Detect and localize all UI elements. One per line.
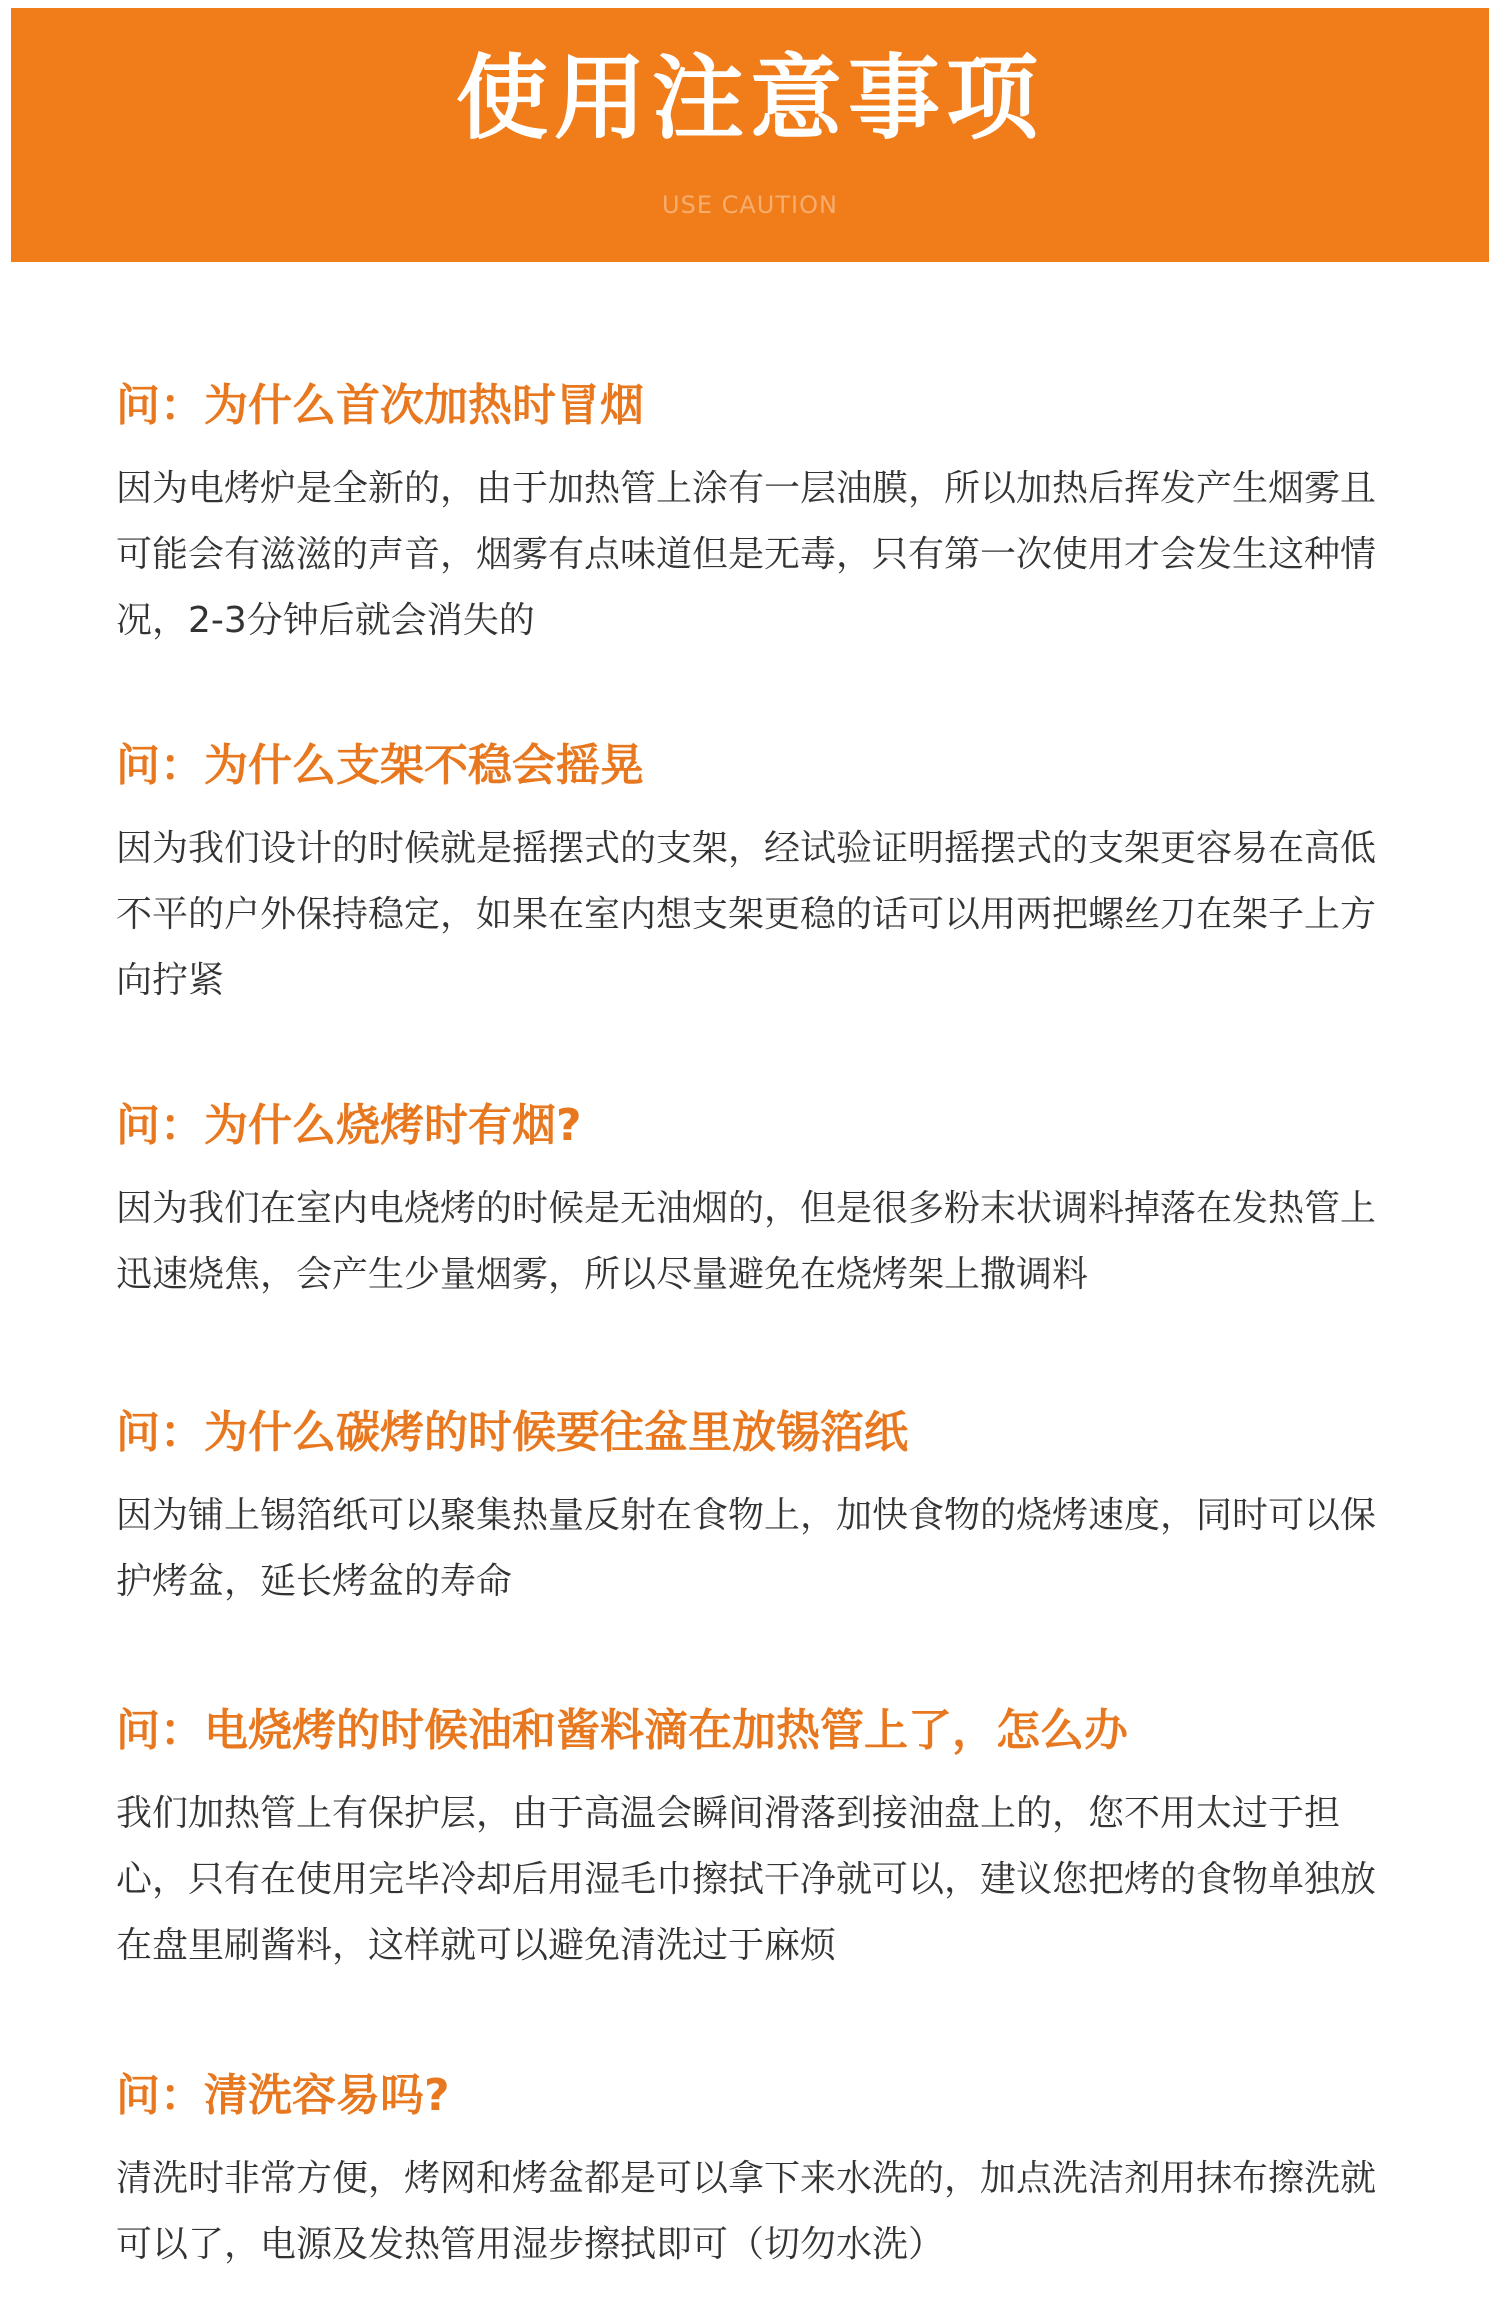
faq-question: 问：为什么支架不稳会摇晃	[116, 740, 644, 791]
faq-item-1	[116, 378, 1376, 654]
faq-answer: 清洗时非常方便，烤网和烤盆都是可以拿下来水洗的，加点洗洁剂用抹布擦洗就可以了，电源及发热管用湿步擦拭即可（切勿水洗）	[116, 2158, 1377, 2265]
header-banner	[11, 8, 1489, 262]
faq-question: 问：电烧烤的时候油和酱料滴在加热管上了，怎么办	[116, 1705, 1128, 1756]
faq-item-3	[116, 1098, 1376, 1308]
faq-item-4	[116, 1405, 1376, 1615]
faq-item-5	[116, 1703, 1376, 1979]
faq-item-2	[116, 738, 1376, 1014]
faq-item-6	[116, 2068, 1376, 2278]
page-subtitle: USE CAUTION	[662, 191, 838, 219]
faq-question: 问：为什么碳烤的时候要往盆里放锡箔纸	[116, 1407, 908, 1458]
faq-answer: 我们加热管上有保护层，由于高温会瞬间滑落到接油盘上的，您不用太过于担心，只有在使用完毕冷却后用湿毛巾擦拭干净就可以，建议您把烤的食物单独放在盘里刷酱料，这样就可以避免清洗过于麻烦	[116, 1793, 1377, 1966]
faq-question: 问：清洗容易吗?	[116, 2070, 450, 2121]
faq-answer: 因为铺上锡箔纸可以聚集热量反射在食物上，加快食物的烧烤速度，同时可以保护烤盆，延长烤盆的寿命	[116, 1495, 1377, 1602]
faq-answer: 因为我们在室内电烧烤的时候是无油烟的，但是很多粉末状调料掉落在发热管上迅速烧焦，会产生少量烟雾，所以尽量避免在烧烤架上撒调料	[116, 1188, 1377, 1295]
page-title: 使用注意事项	[455, 45, 1044, 152]
faq-answer: 因为我们设计的时候就是摇摆式的支架，经试验证明摇摆式的支架更容易在高低不平的户外保持稳定，如果在室内想支架更稳的话可以用两把螺丝刀在架子上方向拧紧	[116, 828, 1377, 1001]
faq-answer: 因为电烤炉是全新的，由于加热管上涂有一层油膜，所以加热后挥发产生烟雾且可能会有滋滋的声音，烟雾有点味道但是无毒，只有第一次使用才会发生这种情况，2-3分钟后就会消失的	[116, 468, 1377, 641]
faq-question: 问：为什么首次加热时冒烟	[116, 380, 644, 431]
faq-question: 问：为什么烧烤时有烟?	[116, 1100, 582, 1151]
